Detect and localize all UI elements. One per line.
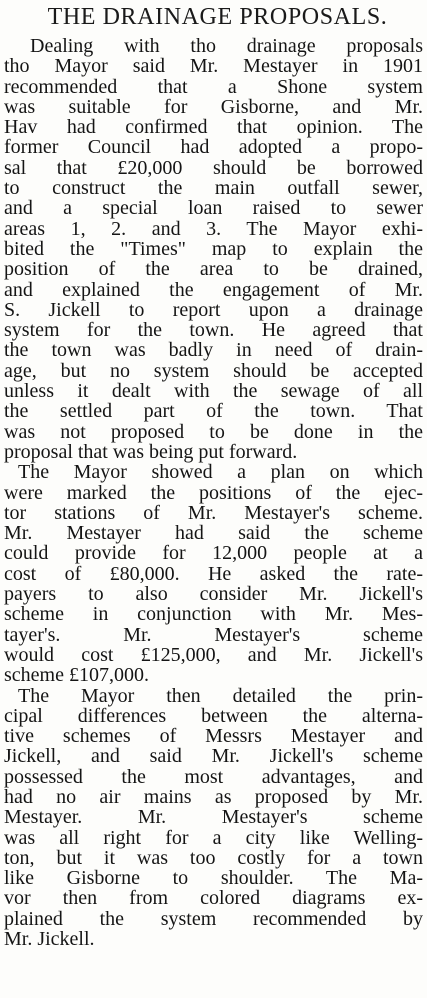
article-line: and a special loan raised to sewer (4, 197, 423, 220)
article-line: Hav had confirmed that opinion. The (4, 116, 423, 139)
article-line: payers to also consider Mr. Jickell's (4, 583, 423, 606)
article-line: was all right for a city like Welling- (4, 826, 423, 849)
article-line: tive schemes of Messrs Mestayer and (4, 725, 423, 748)
article-line: Mestayer. Mr. Mestayer's scheme (4, 806, 423, 829)
article-line: Dealing with tho drainage proposals (30, 35, 423, 57)
article-line: system for the town. He agreed that (4, 319, 423, 342)
article-line: age, but no system should be accepted (4, 359, 423, 382)
article-line: The Mayor showed a plan on which (18, 461, 423, 484)
article-line: proposal that was being put forward. (4, 440, 298, 463)
article-line: vor then from colored diagrams ex- (4, 887, 423, 910)
article-line: Mr. Mestayer had said the scheme (4, 522, 423, 545)
article-line: were marked the positions of the ejec- (4, 481, 423, 504)
article-body (4, 36, 423, 949)
article-line: Mr. Jickell. (4, 928, 95, 951)
article-headline: THE DRAINAGE PROPOSALS. (47, 4, 388, 30)
article-line: Jickell, and said Mr. Jickell's scheme (4, 745, 423, 768)
article-line: tayer's. Mr. Mestayer's scheme (4, 623, 423, 646)
article-line: The Mayor then detailed the prin- (18, 684, 423, 707)
article-line: like Gisborne to shoulder. The Ma- (4, 867, 423, 890)
article-line: sal that £20,000 should be borrowed (4, 156, 423, 179)
article-line: S. Jickell to report upon a drainage (4, 298, 423, 321)
article-line: bited the "Times" map to explain the (4, 237, 423, 260)
article-line: the settled part of the town. That (4, 400, 423, 423)
article-line: ton, but it was too costly for a town (4, 846, 423, 869)
article-line: tho Mayor said Mr. Mestayer in 1901 (4, 55, 423, 78)
article-line: would cost £125,000, and Mr. Jickell's (4, 643, 423, 666)
article-line: position of the area to be drained, (4, 258, 423, 281)
article-line: tor stations of Mr. Mestayer's scheme. (4, 501, 423, 524)
article-line: to construct the main outfall sewer, (4, 177, 423, 200)
article-line: could provide for 12,000 people at a (4, 542, 423, 565)
article-line: plained the system recommended by (4, 907, 423, 930)
article-line: former Council had adopted a propo- (4, 136, 423, 159)
article-line: cost of £80,000. He asked the rate- (4, 562, 423, 585)
article-line: had no air mains as proposed by Mr. (4, 785, 423, 808)
article-line: areas 1, 2. and 3. The Mayor exhi- (4, 217, 423, 240)
article-line: was not proposed to be done in the (4, 420, 423, 443)
article-line: recommended that a Shone system (4, 75, 423, 98)
article-line: scheme in conjunction with Mr. Mes- (4, 603, 423, 626)
article-line: scheme £107,000. (4, 664, 149, 687)
article-line: and explained the engagement of Mr. (4, 278, 423, 301)
article-line: the town was badly in need of drain- (4, 339, 423, 362)
article-line: cipal differences between the alterna- (4, 704, 423, 727)
article-line: possessed the most advantages, and (4, 765, 423, 788)
article-line: was suitable for Gisborne, and Mr. (4, 95, 423, 118)
article-line: unless it dealt with the sewage of all (4, 380, 423, 403)
